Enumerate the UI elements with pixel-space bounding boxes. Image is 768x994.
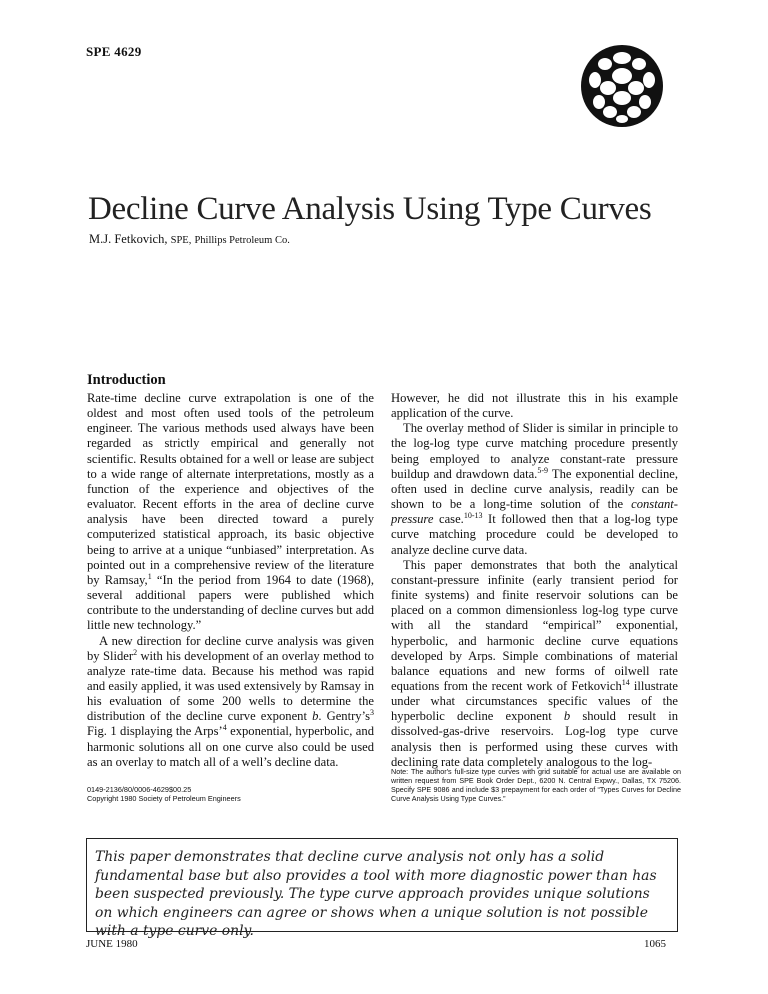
journal-date: JUNE 1980 bbox=[86, 938, 138, 950]
author-name: M.J. Fetkovich, bbox=[89, 232, 168, 246]
paragraph: Rate-time decline curve extrapolation is one of the oldest and most often used tools of the petroleum engineer. The various methods used always have been regarded as strictly empirical and generally not scientific. Results obtained for a well or lease are subject to a wide range of alternate interpretations, mostly as a function of the experience and objectives of the evaluator. Recent efforts in the area of decline curve analysis have been directed toward a purely computerized statistical approach, its basic objective being to arrive at a unique “unbiased” interpretation. As pointed out in a comprehensive review of the literature by Ramsay,$^1$ “In the period from 1964 to date (1968), several additional papers were published which contribute to the understanding of decline curves but add little new technology.” bbox=[87, 391, 374, 633]
section-heading: Introduction bbox=[87, 372, 166, 388]
spe-logo-icon bbox=[580, 44, 664, 128]
paragraph: The overlay method of Slider is similar in principle to the log-log type curve matching procedure presently being employed to analyze constant-rate pressure buildup and drawdown data.$^{5-9}$ The exponential decline, often used in decline curve analysis, readily can be shown to be a long-time solution of the constant-pressure case.$^{10-13}$ It followed then that a log-log type curve matching procedure could be developed to analyze decline curve data. bbox=[391, 421, 679, 557]
paragraph: However, he did not illustrate this in his example application of the curve. bbox=[391, 391, 678, 421]
byline bbox=[89, 232, 290, 247]
abstract-box bbox=[86, 838, 678, 940]
society-label: SPE, bbox=[170, 235, 192, 246]
paper-title: Decline Curve Analysis Using Type Curves bbox=[88, 191, 652, 227]
abstract-text: This paper demonstrates that decline curve analysis not only has a solid fundamental base but also provides a tool with more diagnostic power than has been suspected previously. The type curve approach provides unique solutions on which engineers can agree or shows when a unique solution is not possible with a type curve only. bbox=[95, 849, 657, 940]
author-note: Note: The author's full-size type curves with grid suitable for actual use are available on written request from SPE Book Order Dept., 6200 N. Central Expwy., Dallas, TX 75206. Specify SPE 9086 and include $3 prepayment for each order of “Types Curves for Decline Curve Analysis Using Type Curves.” bbox=[391, 767, 681, 803]
body-column-right bbox=[391, 391, 678, 770]
body-column-left bbox=[87, 391, 374, 770]
paragraph: This paper demonstrates that both the analytical constant-pressure infinite (early transient period for finite systems) and finite reservoir solutions can be placed on a common dimensionless log-log type curve with all the standard “empirical” exponential, hyperbolic, and harmonic decline curve equations developed by Arps. Simple combinations of material balance equations and new forms of oilwell rate equations from the recent work of Fetkovich$^{14}$ illustrate under what circumstances specific values of the hyperbolic decline exponent b should result in dissolved-gas-drive reservoirs. Log-log type curve analysis then is performed using these curves with declining rate data completely analogous to the log- bbox=[391, 557, 679, 769]
copyright-footnote: 0149-2136/80/0006-4629$00.25 Copyright 1980 Society of Petroleum Engineers bbox=[87, 785, 241, 803]
page-number: 1065 bbox=[644, 938, 666, 950]
paragraph: A new direction for decline curve analysis was given by Slider$^2$ with his development of an overlay method to analyze rate-time data. Because his method was rapid and easily applied, it was used extensively by Ramsay in his evaluation of some 200 wells to determine the distribution of the decline curve exponent b. $Gentry’s^3$ Fig. 1 displaying the Arps’$^4$ exponential, hyperbolic, and harmonic solutions all on one curve also could be used as an overlay to match all of a well’s decline data. bbox=[87, 633, 374, 769]
affiliation: Phillips Petroleum Co. bbox=[194, 235, 290, 246]
paper-id: SPE 4629 bbox=[86, 44, 142, 59]
